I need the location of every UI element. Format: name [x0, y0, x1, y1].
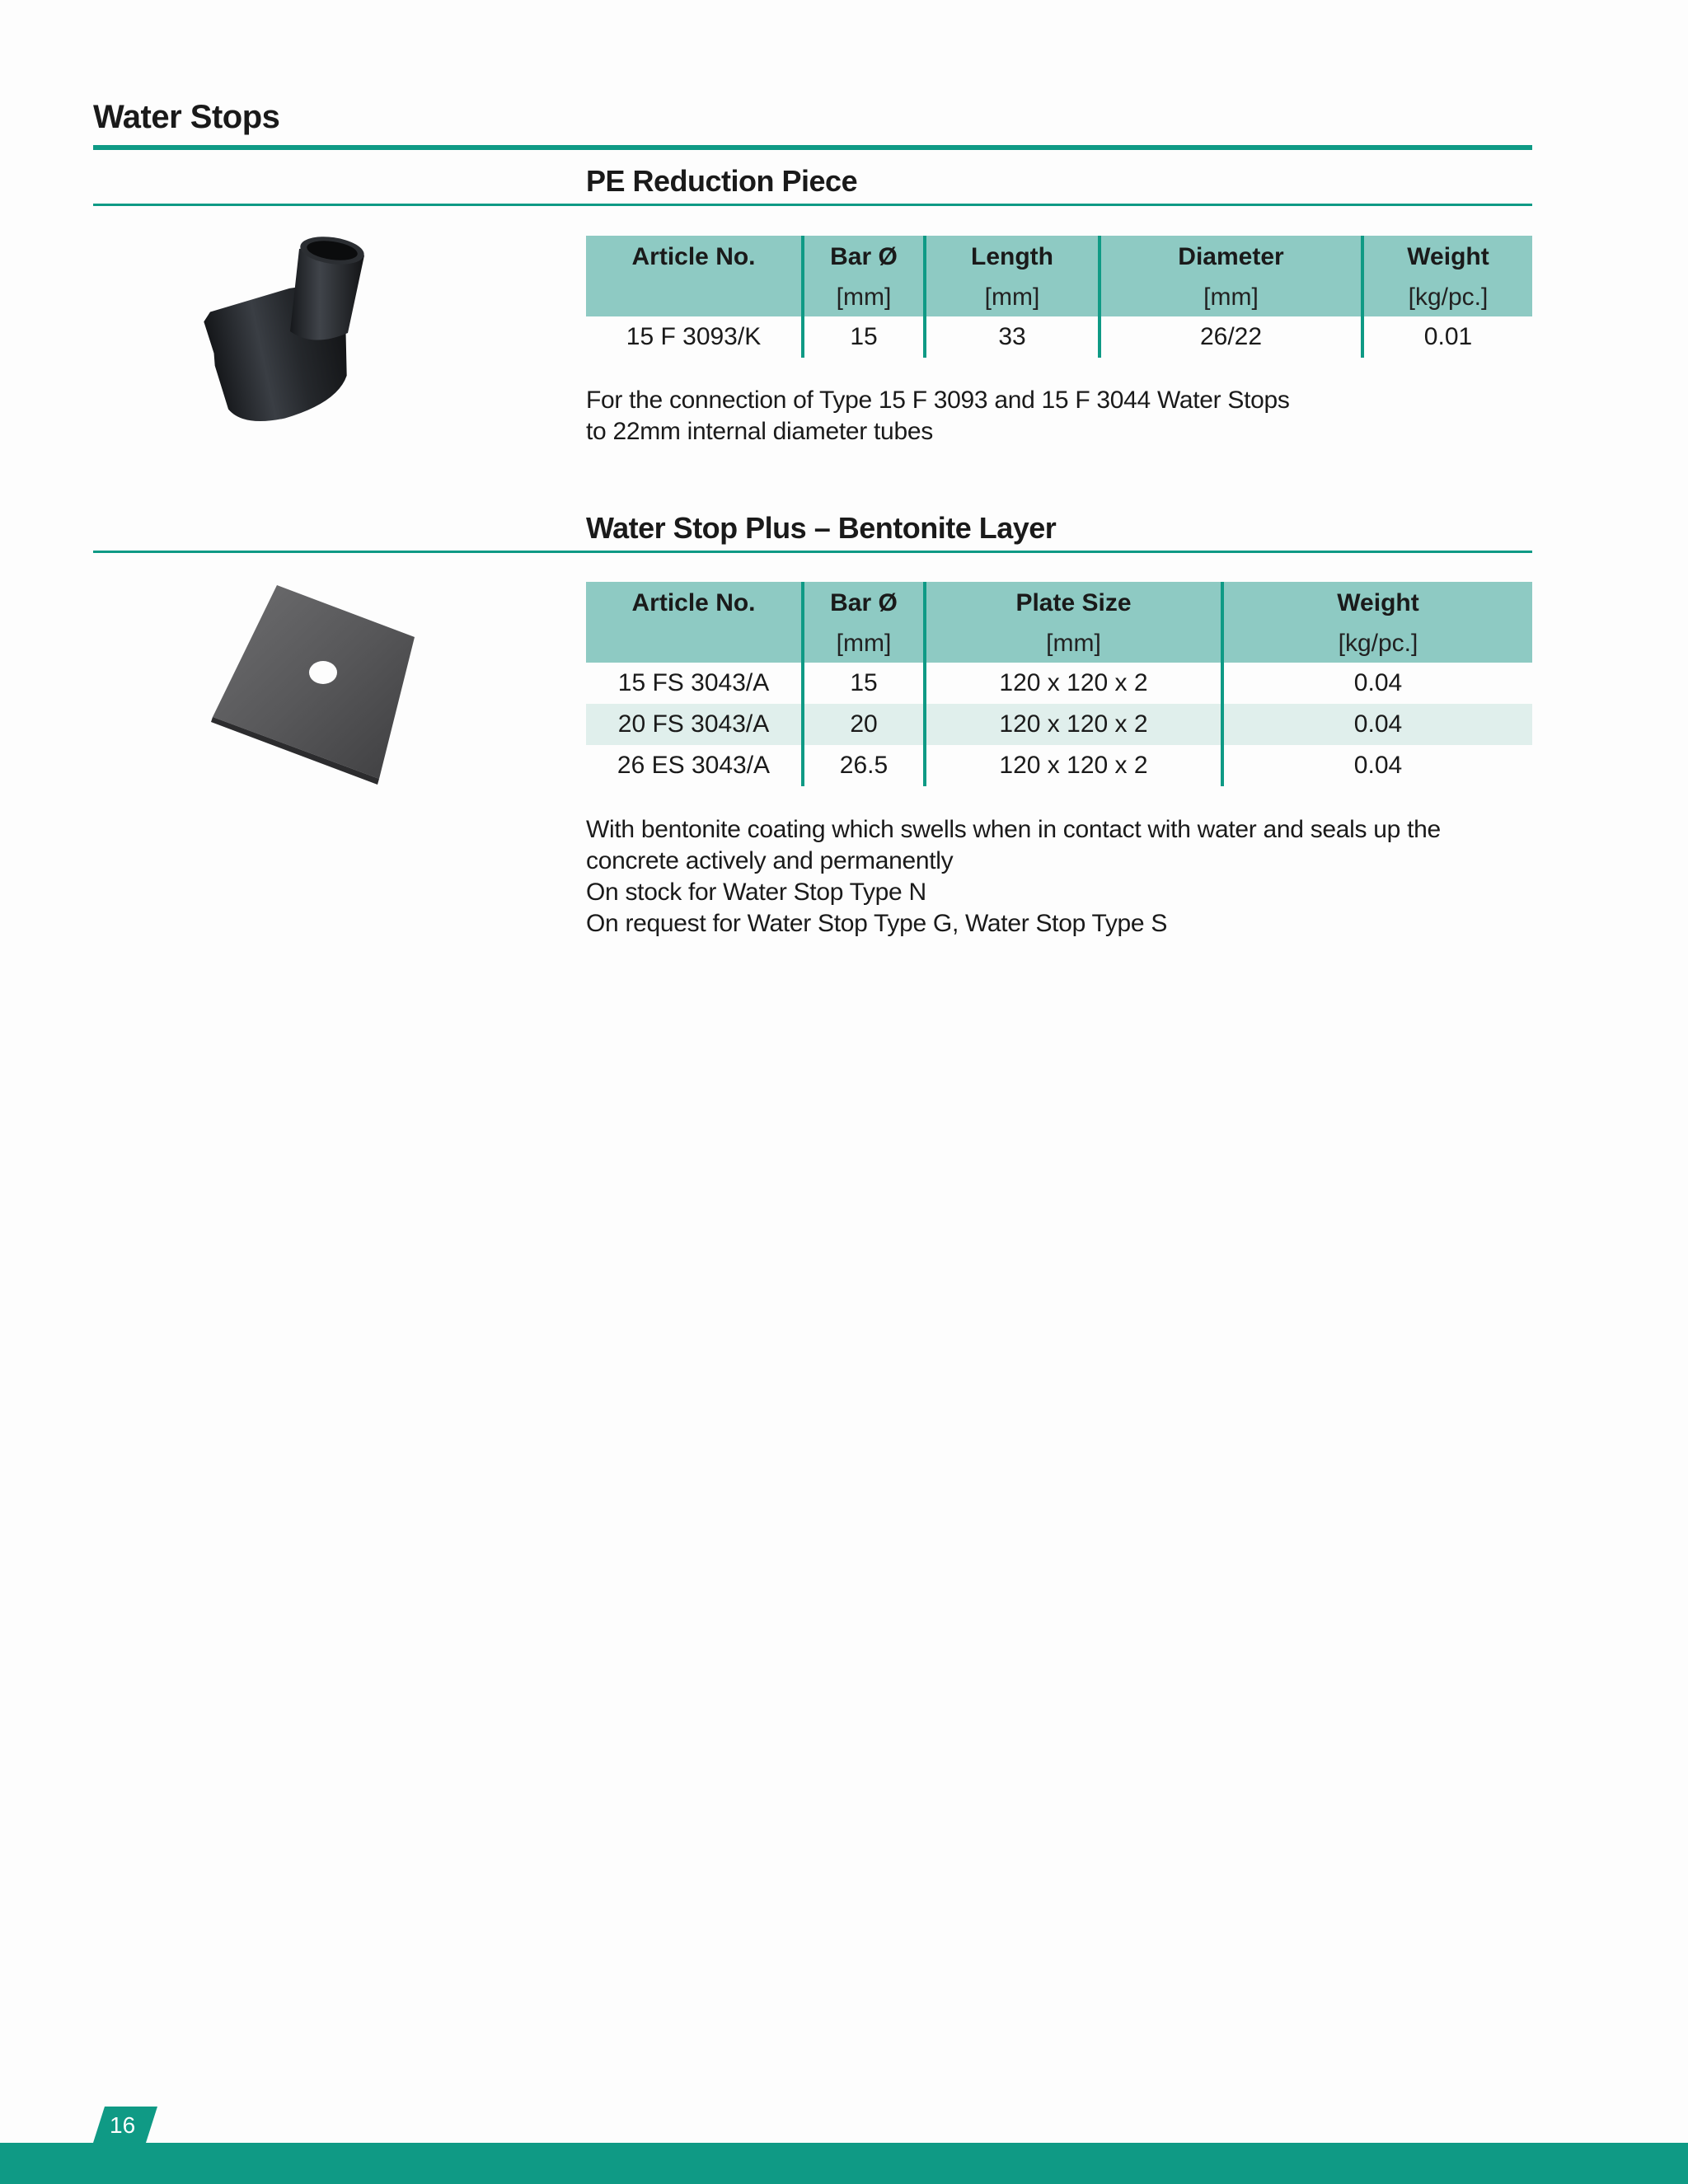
page-title: Water Stops: [93, 99, 280, 135]
col-header: Article No.: [586, 582, 803, 625]
col-header: Weight: [1222, 582, 1532, 625]
table-row: [586, 663, 1532, 704]
cell-weight: 0.01: [1423, 323, 1473, 350]
cell-bar-diameter: 15: [803, 316, 925, 358]
col-unit: [mm]: [803, 279, 925, 316]
bentonite-description: [586, 814, 1532, 940]
col-header: Weight: [1362, 236, 1532, 279]
bentonite-table: [586, 582, 1532, 786]
section-title-bentonite: Water Stop Plus – Bentonite Layer: [586, 511, 1057, 545]
section-title-pe-reduction: PE Reduction Piece: [586, 164, 858, 198]
reduction-piece-photo: [107, 216, 420, 447]
col-unit: [mm]: [925, 279, 1100, 316]
pe-reduction-description: [586, 385, 1532, 448]
description-line: On request for Water Stop Type G, Water Stop Type S: [586, 910, 1168, 937]
section-rule: [93, 551, 1532, 553]
cell-diameter: 26/22: [1100, 316, 1362, 358]
cell-weight: 0.04: [1353, 669, 1403, 696]
pe-reduction-table: [586, 236, 1532, 358]
description-line: to 22mm internal diameter tubes: [586, 418, 933, 445]
page-number: 16: [110, 2112, 136, 2138]
table-row: [586, 704, 1532, 745]
cell-plate-size: 120 x 120 x 2: [925, 745, 1222, 786]
description-line: concrete actively and permanently: [586, 847, 954, 874]
cell-bar-diameter: 20: [803, 704, 925, 745]
footer-bar: [0, 2143, 1688, 2184]
col-header: Diameter: [1100, 236, 1362, 279]
col-header: Length: [925, 236, 1100, 279]
description-line: For the connection of Type 15 F 3093 and 15 F 3044 Water Stops: [586, 387, 1290, 414]
section-rule: [93, 204, 1532, 206]
cell-article-no: 26 ES 3043/A: [586, 745, 803, 786]
col-header: Bar Ø: [803, 236, 925, 279]
cell-length: 33: [925, 316, 1100, 358]
cell-weight: 0.04: [1353, 752, 1403, 779]
col-header: Plate Size: [925, 582, 1222, 625]
col-header: Bar Ø: [803, 582, 925, 625]
col-unit: [mm]: [803, 625, 925, 663]
cell-article-no: 15 FS 3043/A: [586, 663, 803, 704]
cell-article-no: 20 FS 3043/A: [586, 704, 803, 745]
col-unit: [kg/pc.]: [1362, 279, 1532, 316]
col-unit: [586, 625, 803, 663]
col-unit: [mm]: [1100, 279, 1362, 316]
table-row: [586, 745, 1532, 786]
title-rule: [93, 145, 1532, 150]
cell-plate-size: 120 x 120 x 2: [925, 663, 1222, 704]
cell-weight: 0.04: [1222, 704, 1532, 745]
table-row: [586, 316, 1532, 358]
description-line: With bentonite coating which swells when in contact with water and seals up the: [586, 816, 1441, 843]
cell-bar-diameter: 26.5: [803, 745, 925, 786]
col-unit: [kg/pc.]: [1222, 625, 1532, 663]
col-unit: [586, 279, 803, 316]
col-unit: [mm]: [925, 625, 1222, 663]
cell-plate-size: 120 x 120 x 2: [925, 704, 1222, 745]
col-header: Article No.: [586, 236, 803, 279]
description-line: On stock for Water Stop Type N: [586, 879, 926, 906]
cell-article-no: 15 F 3093/K: [586, 316, 803, 358]
cell-bar-diameter: 15: [803, 663, 925, 704]
bentonite-plate-photo: [107, 577, 437, 791]
